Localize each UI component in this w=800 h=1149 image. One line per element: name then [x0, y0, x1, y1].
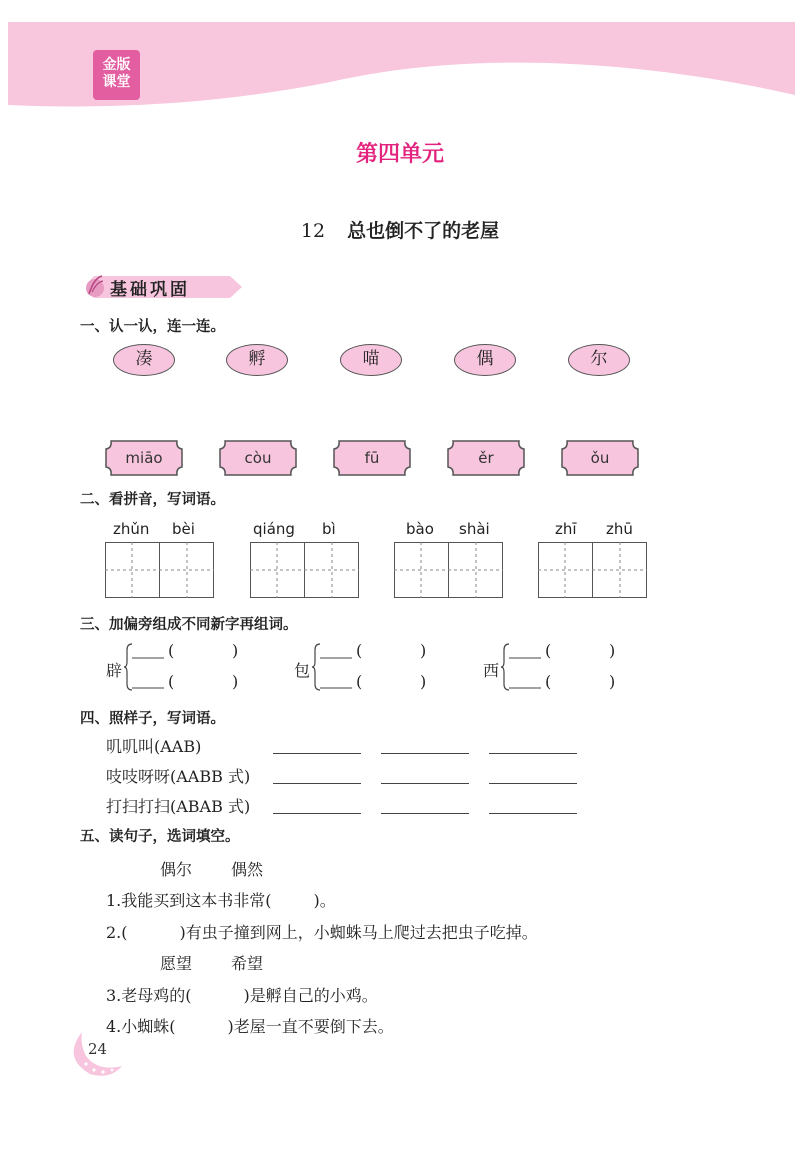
lesson-title — [0, 216, 800, 243]
radical-char-1: 辟 — [106, 661, 123, 680]
question-3-title: 三、加偏旁组成不同新字再组词。 — [80, 617, 298, 633]
pinyin-ticket-2[interactable]: còu — [219, 440, 297, 476]
answer-line[interactable] — [381, 813, 469, 814]
section-label: 基础巩固 — [110, 280, 190, 300]
pinyin-label: zhī — [555, 520, 577, 538]
char-oval-4[interactable]: 偶 — [454, 344, 516, 376]
pinyin-label: zhū — [606, 520, 633, 538]
answer-line[interactable] — [489, 753, 577, 754]
brace-blanks-2[interactable] — [312, 640, 432, 694]
pinyin-label: bèi — [172, 520, 195, 538]
publisher-logo: 金版 课堂 — [93, 50, 140, 100]
pinyin-ticket-1[interactable]: miāo — [105, 440, 183, 476]
char-oval-3[interactable]: 喵 — [340, 344, 402, 376]
lesson-number: 12 — [300, 220, 326, 242]
paren-close: ) — [420, 641, 427, 660]
writing-grid-2[interactable] — [250, 542, 359, 598]
word-choice: 偶尔 — [160, 860, 193, 879]
paren-open: ( — [356, 672, 363, 691]
brace-blanks-3[interactable] — [501, 640, 621, 694]
paren-open: ( — [545, 672, 552, 691]
pattern-example-1: 叽叽叫(AAB) — [106, 737, 202, 756]
pattern-example-3: 打扫打扫(ABAB 式) — [106, 797, 251, 816]
word-choice: 希望 — [231, 954, 264, 973]
writing-grid-4[interactable] — [538, 542, 647, 598]
question-5-title: 五、读句子，选词填空。 — [80, 829, 240, 845]
pattern-example-2: 吱吱呀呀(AABB 式) — [106, 767, 251, 786]
paren-close: ) — [232, 641, 239, 660]
pinyin-ticket-4[interactable]: ěr — [447, 440, 525, 476]
pinyin-ticket-3[interactable]: fū — [333, 440, 411, 476]
section-banner — [80, 272, 245, 302]
answer-line[interactable] — [489, 783, 577, 784]
unit-title: 第四单元 — [355, 142, 444, 167]
question-4-title: 四、照样子，写词语。 — [80, 711, 225, 727]
paren-close: ) — [609, 672, 616, 691]
question-1-title: 一、认一认，连一连。 — [80, 319, 225, 335]
char-oval-5[interactable]: 尔 — [568, 344, 630, 376]
pinyin-label: shài — [459, 520, 490, 538]
answer-line[interactable] — [273, 813, 361, 814]
radical-char-3: 西 — [483, 661, 500, 680]
answer-line[interactable] — [489, 813, 577, 814]
word-choice: 偶然 — [231, 860, 264, 879]
char-oval-1[interactable]: 凑 — [113, 344, 175, 376]
writing-grid-1[interactable] — [105, 542, 214, 598]
char-oval-2[interactable]: 孵 — [226, 344, 288, 376]
page-number: 24 — [88, 1040, 108, 1058]
pinyin-label: bì — [322, 520, 336, 538]
paren-close: ) — [232, 672, 239, 691]
answer-line[interactable] — [273, 753, 361, 754]
question-2-title: 二、看拼音，写词语。 — [80, 492, 225, 508]
sentence-2: 2.( )有虫子撞到网上，小蜘蛛马上爬过去把虫子吃掉。 — [106, 923, 538, 942]
word-choice: 愿望 — [160, 954, 193, 973]
answer-line[interactable] — [273, 783, 361, 784]
paren-open: ( — [168, 641, 175, 660]
paren-open: ( — [356, 641, 363, 660]
pinyin-ticket-5[interactable]: ǒu — [561, 440, 639, 476]
sentence-1: 1.我能买到这本书非常( )。 — [106, 891, 336, 910]
paren-open: ( — [168, 672, 175, 691]
lesson-name: 总也倒不了的老屋 — [347, 220, 500, 242]
brace-blanks-1[interactable] — [124, 640, 244, 694]
pinyin-label: bào — [406, 520, 434, 538]
sentence-4: 4.小蜘蛛( )老屋一直不要倒下去。 — [106, 1017, 394, 1036]
answer-line[interactable] — [381, 783, 469, 784]
paren-close: ) — [420, 672, 427, 691]
pinyin-label: zhǔn — [113, 520, 150, 538]
sentence-3: 3.老母鸡的( )是孵自己的小鸡。 — [106, 986, 378, 1005]
pinyin-label: qiáng — [253, 520, 295, 538]
writing-grid-3[interactable] — [394, 542, 503, 598]
answer-line[interactable] — [381, 753, 469, 754]
paren-open: ( — [545, 641, 552, 660]
paren-close: ) — [609, 641, 616, 660]
radical-char-2: 包 — [294, 661, 311, 680]
